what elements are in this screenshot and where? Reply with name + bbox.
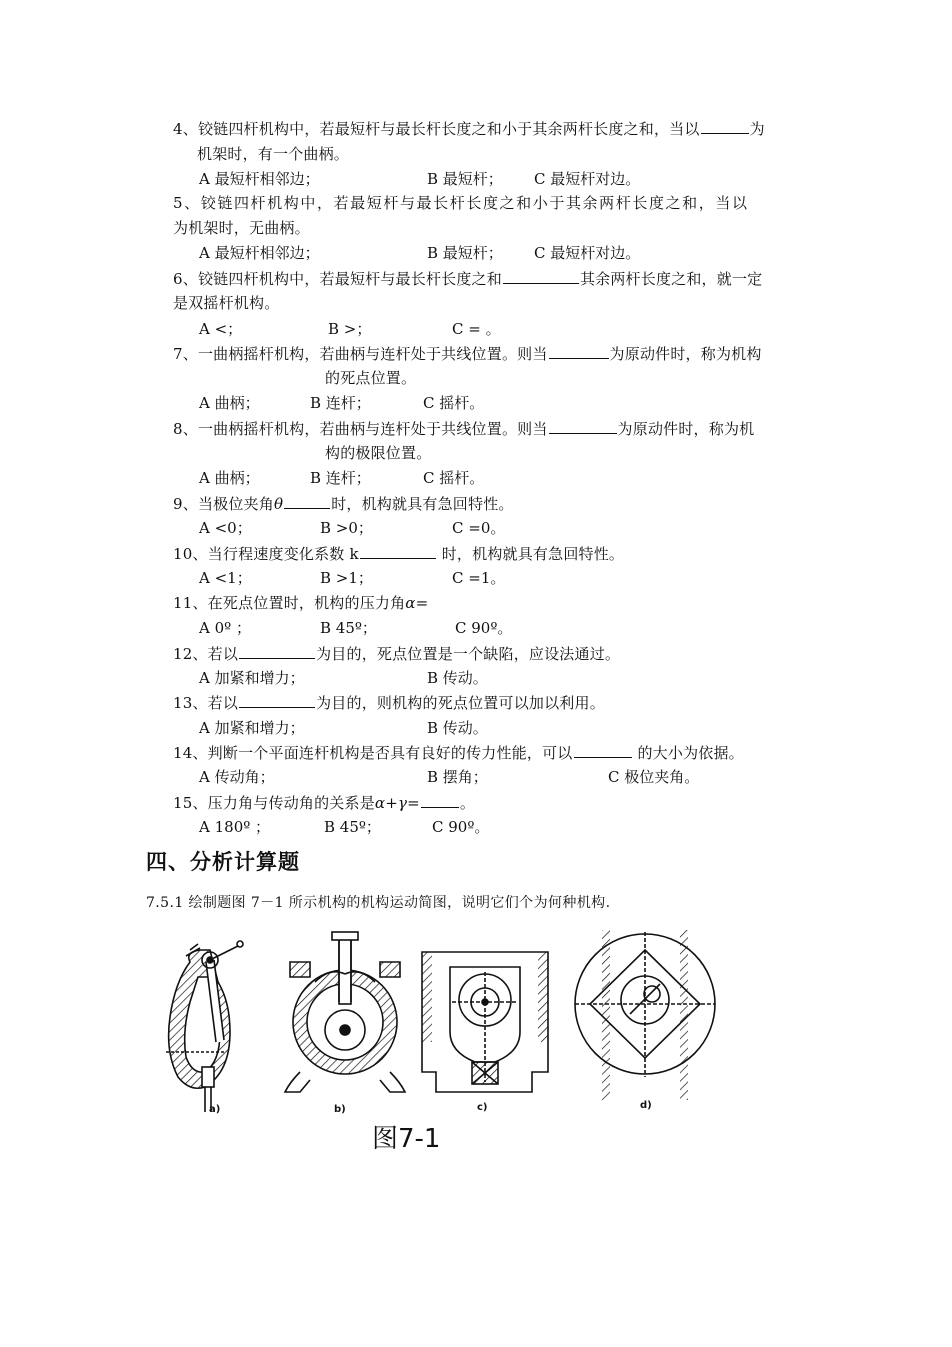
question-14-line bbox=[173, 742, 744, 763]
alpha-gamma-symbol: α+γ= bbox=[374, 794, 420, 812]
question-13-option-b: B 传动。 bbox=[427, 719, 488, 737]
answer-blank bbox=[549, 343, 609, 359]
question-12-option-a: A 加紧和增力； bbox=[199, 669, 305, 687]
question-4-option-a: A 最短杆相邻边； bbox=[199, 170, 320, 188]
question-6-line-1 bbox=[173, 268, 762, 289]
question-13-text-end: 为目的，则机构的死点位置可以加以利用。 bbox=[316, 694, 605, 712]
question-12-line bbox=[173, 643, 620, 664]
figure-d-mechanism bbox=[575, 930, 715, 1100]
question-8-text-end: 为原动件时，称为机 bbox=[617, 420, 755, 438]
question-6-line-2: 是双摇杆机构。 bbox=[173, 294, 280, 312]
question-12-text-end: 为目的，死点位置是一个缺陷，应设法通过。 bbox=[316, 645, 621, 663]
question-13-line bbox=[173, 692, 605, 713]
question-11-option-b: B 45º； bbox=[320, 619, 377, 637]
question-10-option-c: C =1。 bbox=[452, 569, 506, 587]
question-9-option-a: A <0； bbox=[199, 519, 252, 537]
question-10-option-b: B >1； bbox=[320, 569, 373, 587]
figure-label-c: c) bbox=[477, 1102, 488, 1113]
question-11-option-a: A 0º ； bbox=[199, 619, 251, 637]
question-9-option-b: B >0； bbox=[320, 519, 373, 537]
question-4-line-1 bbox=[173, 118, 765, 139]
question-8-option-b: B 连杆； bbox=[310, 469, 371, 487]
question-15-text-end: 。 bbox=[459, 794, 476, 812]
figure-label-b: b) bbox=[334, 1104, 346, 1115]
question-7-line-2: 的死点位置。 bbox=[325, 369, 417, 387]
answer-blank bbox=[503, 268, 579, 284]
question-6-text: 6、铰链四杆机构中，若最短杆与最长杆长度之和 bbox=[173, 270, 502, 288]
question-11-line bbox=[173, 593, 428, 613]
question-10-text-end: 时，机构就具有急回特性。 bbox=[441, 545, 625, 563]
question-10-option-a: A <1； bbox=[199, 569, 252, 587]
figure-c-mechanism bbox=[422, 952, 548, 1092]
question-4-option-b: B 最短杆； bbox=[427, 170, 503, 188]
question-7-option-b: B 连杆； bbox=[310, 394, 371, 412]
question-5-option-b: B 最短杆； bbox=[427, 244, 503, 262]
figure-label-d: d) bbox=[640, 1100, 652, 1111]
answer-blank bbox=[360, 543, 436, 559]
question-7-option-c: C 摇杆。 bbox=[423, 394, 485, 412]
question-9-text-end: 时，机构就具有急回特性。 bbox=[331, 495, 514, 513]
answer-blank bbox=[549, 418, 617, 434]
question-13-text: 13、若以 bbox=[173, 694, 239, 712]
question-8-option-a: A 曲柄； bbox=[199, 469, 260, 487]
question-11-text: 11、在死点位置时，机构的压力角 bbox=[173, 594, 406, 612]
mechanism-figures bbox=[160, 922, 730, 1122]
alpha-symbol: α= bbox=[405, 594, 429, 612]
question-15-option-a: A 180º ； bbox=[199, 818, 271, 836]
question-14-option-c: C 极位夹角。 bbox=[608, 768, 700, 786]
question-12-text: 12、若以 bbox=[173, 645, 239, 663]
question-4-text-end: 为 bbox=[749, 120, 765, 138]
question-8-text: 8、一曲柄摇杆机构，若曲柄与连杆处于共线位置。则当 bbox=[173, 420, 548, 438]
section-heading: 四、分析计算题 bbox=[146, 850, 300, 874]
question-7-text-end: 为原动件时，称为机构 bbox=[609, 345, 762, 363]
question-15-option-c: C 90º。 bbox=[432, 818, 490, 836]
question-7-line-1 bbox=[173, 343, 762, 364]
question-7-text: 7、一曲柄摇杆机构，若曲柄与连杆处于共线位置。则当 bbox=[173, 345, 548, 363]
question-10-text: 10、当行程速度变化系数 k bbox=[173, 545, 359, 563]
question-15-option-b: B 45º； bbox=[324, 818, 381, 836]
question-4-text: 4、铰链四杆机构中，若最短杆与最长杆长度之和小于其余两杆长度之和，当以 bbox=[173, 120, 700, 138]
answer-blank bbox=[239, 692, 315, 708]
question-7-option-a: A 曲柄； bbox=[199, 394, 260, 412]
figure-a-mechanism bbox=[166, 941, 243, 1112]
question-15-text: 15、压力角与传动角的关系是 bbox=[173, 794, 375, 812]
question-5-line-1: 5、铰链四杆机构中，若最短杆与最长杆长度之和小于其余两杆长度之和，当以 bbox=[173, 194, 749, 212]
question-14-text-end: 的大小为依据。 bbox=[637, 744, 744, 762]
question-15-line bbox=[173, 792, 475, 813]
question-6-option-b: B >； bbox=[328, 320, 372, 338]
answer-blank bbox=[574, 742, 632, 758]
question-9-option-c: C =0。 bbox=[452, 519, 506, 537]
answer-blank bbox=[701, 118, 749, 134]
question-14-option-a: A 传动角； bbox=[199, 768, 275, 786]
question-8-line-1 bbox=[173, 418, 754, 439]
figure-b-mechanism bbox=[285, 932, 405, 1092]
question-6-text-end: 其余两杆长度之和，就一定 bbox=[579, 270, 763, 288]
answer-blank bbox=[421, 792, 459, 808]
question-14-text: 14、判断一个平面连杆机构是否具有良好的传力性能，可以 bbox=[173, 744, 573, 762]
answer-blank bbox=[239, 643, 315, 659]
question-14-option-b: B 摆角； bbox=[427, 768, 488, 786]
question-8-line-2: 构的极限位置。 bbox=[325, 444, 432, 462]
question-4-line-2: 机架时，有一个曲柄。 bbox=[197, 145, 350, 163]
question-8-option-c: C 摇杆。 bbox=[423, 469, 485, 487]
figure-caption: 图7-1 bbox=[372, 1124, 441, 1154]
figure-label-a: a) bbox=[209, 1104, 221, 1115]
question-11-option-c: C 90º。 bbox=[455, 619, 513, 637]
question-13-option-a: A 加紧和增力； bbox=[199, 719, 305, 737]
question-9-line bbox=[173, 493, 514, 514]
task-statement: 7.5.1 绘制题图 7－1 所示机构的机构运动简图，说明它们个为何种机构. bbox=[146, 895, 611, 911]
question-9-text: 9、当极位夹角 bbox=[173, 495, 274, 513]
question-5-line-2: 为机架时，无曲柄。 bbox=[173, 219, 310, 237]
question-12-option-b: B 传动。 bbox=[427, 669, 488, 687]
question-5-option-a: A 最短杆相邻边； bbox=[199, 244, 320, 262]
question-4-option-c: C 最短杆对边。 bbox=[534, 170, 641, 188]
question-6-option-a: A <； bbox=[199, 320, 243, 338]
question-5-option-c: C 最短杆对边。 bbox=[534, 244, 641, 262]
question-6-option-c: C = 。 bbox=[452, 320, 501, 338]
question-10-line bbox=[173, 543, 624, 564]
answer-blank bbox=[284, 493, 330, 509]
theta-symbol: θ bbox=[273, 495, 284, 513]
